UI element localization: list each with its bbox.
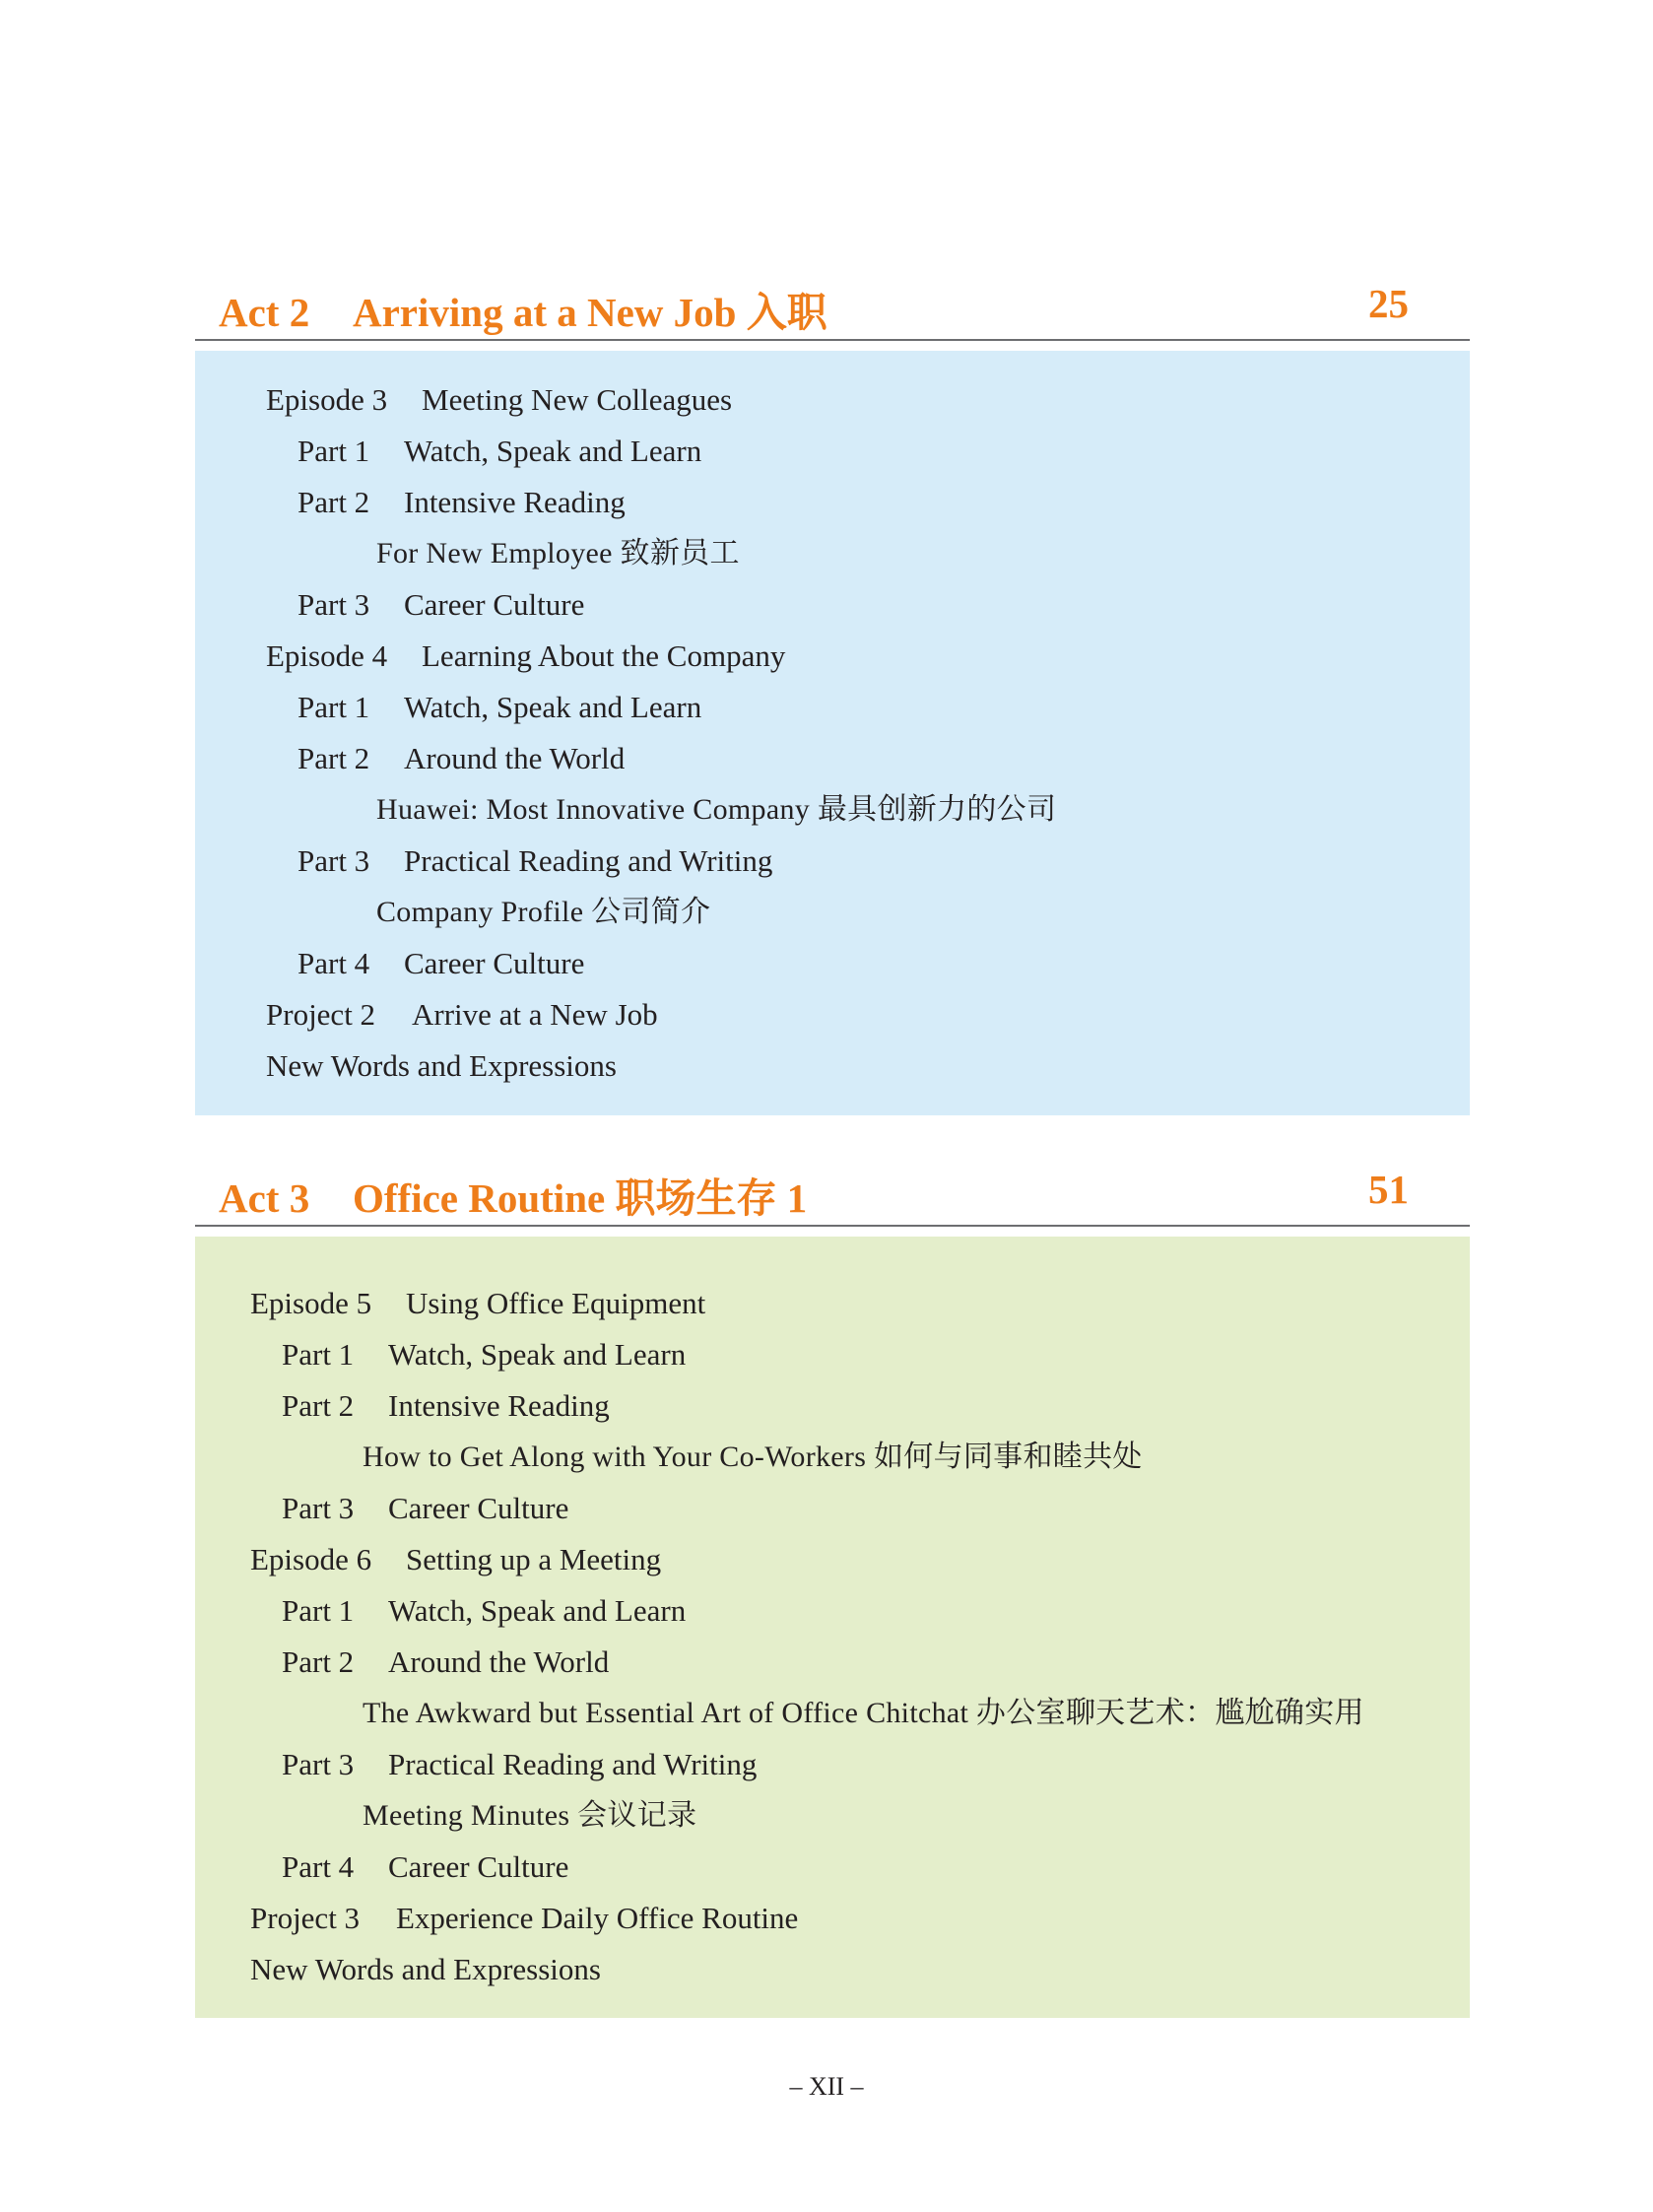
- toc-entry-part[interactable]: [298, 585, 584, 625]
- toc-entry-reading-title[interactable]: The Awkward but Essential Art of Office Chitchat 办公室聊天艺术：尴尬确实用: [363, 1697, 1364, 1729]
- entry-label: Episode 6: [250, 1542, 372, 1576]
- entry-title: Practical Reading and Writing: [404, 843, 773, 878]
- toc-entry-reading-title[interactable]: Huawei: Most Innovative Company 最具创新力的公司: [376, 793, 1057, 826]
- entry-label: Part 4: [282, 1849, 355, 1884]
- entry-title: Practical Reading and Writing: [388, 1747, 758, 1781]
- act-2-number: Act 2: [219, 290, 310, 335]
- act-2-title[interactable]: [219, 280, 827, 338]
- entry-label: Part 3: [298, 843, 370, 878]
- entry-title: Learning About the Company: [422, 638, 786, 673]
- entry-title: Career Culture: [404, 587, 585, 622]
- entry-label: Part 1: [282, 1337, 355, 1372]
- toc-entry-episode-4[interactable]: [266, 637, 785, 676]
- toc-entry-part[interactable]: [282, 1386, 610, 1426]
- entry-title: Around the World: [404, 741, 626, 775]
- toc-entry-episode-3[interactable]: [266, 380, 732, 420]
- toc-entry-part[interactable]: [282, 1335, 686, 1374]
- toc-entry-part[interactable]: [298, 944, 584, 983]
- entry-label: Part 1: [298, 690, 370, 724]
- entry-title: Using Office Equipment: [406, 1286, 706, 1320]
- toc-entry-reading-title[interactable]: Meeting Minutes 会议记录: [363, 1799, 697, 1832]
- entry-label: Project 2: [266, 997, 376, 1032]
- act-2-header: [195, 276, 1470, 341]
- entry-title: Around the World: [388, 1644, 610, 1679]
- act-2-title-text: Arriving at a New Job 入职: [353, 290, 827, 335]
- page-number-footer: – XII –: [789, 2072, 864, 2101]
- entry-title: Watch, Speak and Learn: [404, 434, 702, 468]
- entry-title: Experience Daily Office Routine: [396, 1901, 799, 1935]
- toc-entry-part[interactable]: [282, 1642, 609, 1682]
- entry-title: Meeting New Colleagues: [422, 382, 733, 417]
- act-2-contents-panel: [195, 351, 1470, 1115]
- toc-entry-new-words[interactable]: New Words and Expressions: [250, 1952, 601, 1986]
- toc-entry-part[interactable]: [282, 1591, 686, 1631]
- act-3-page-number[interactable]: 51: [1368, 1167, 1409, 1212]
- act-2-page-number[interactable]: 25: [1368, 281, 1409, 326]
- toc-entry-project-3[interactable]: [250, 1899, 798, 1938]
- entry-label: Episode 3: [266, 382, 388, 417]
- entry-title: Watch, Speak and Learn: [388, 1337, 687, 1372]
- entry-title: Arrive at a New Job: [412, 997, 658, 1032]
- toc-entry-part[interactable]: [298, 483, 626, 522]
- entry-label: Episode 4: [266, 638, 388, 673]
- toc-entry-project-2[interactable]: [266, 995, 658, 1035]
- entry-label: Part 2: [298, 485, 370, 519]
- toc-entry-part[interactable]: [282, 1847, 568, 1887]
- act-3-title[interactable]: [219, 1166, 807, 1224]
- entry-label: Part 1: [282, 1593, 355, 1628]
- entry-label: Part 2: [282, 1388, 355, 1423]
- entry-title: Watch, Speak and Learn: [388, 1593, 687, 1628]
- toc-entry-part[interactable]: [298, 739, 625, 778]
- toc-entry-part[interactable]: [298, 688, 701, 727]
- entry-title: Career Culture: [404, 946, 585, 980]
- entry-title: Intensive Reading: [388, 1388, 610, 1423]
- entry-label: Episode 5: [250, 1286, 372, 1320]
- entry-label: Part 4: [298, 946, 370, 980]
- toc-entry-new-words[interactable]: New Words and Expressions: [266, 1048, 617, 1083]
- act-3-contents-panel: [195, 1237, 1470, 2018]
- toc-entry-episode-5[interactable]: [250, 1284, 705, 1323]
- entry-title: Watch, Speak and Learn: [404, 690, 702, 724]
- entry-label: Part 2: [298, 741, 370, 775]
- entry-label: Part 2: [282, 1644, 355, 1679]
- act-3-header: [195, 1162, 1470, 1227]
- entry-title: Setting up a Meeting: [406, 1542, 662, 1576]
- entry-title: Career Culture: [388, 1849, 569, 1884]
- toc-entry-reading-title[interactable]: For New Employee 致新员工: [376, 537, 740, 570]
- toc-entry-part[interactable]: [298, 432, 701, 471]
- entry-title: Career Culture: [388, 1491, 569, 1525]
- entry-label: Part 3: [282, 1491, 355, 1525]
- toc-entry-reading-title[interactable]: Company Profile 公司简介: [376, 896, 711, 928]
- toc-entry-part[interactable]: [298, 841, 772, 881]
- toc-entry-part[interactable]: [282, 1745, 757, 1784]
- toc-entry-part[interactable]: [282, 1489, 568, 1528]
- entry-label: Part 1: [298, 434, 370, 468]
- entry-title: Intensive Reading: [404, 485, 626, 519]
- entry-label: Part 3: [282, 1747, 355, 1781]
- act-3-number: Act 3: [219, 1175, 310, 1221]
- entry-label: Part 3: [298, 587, 370, 622]
- toc-entry-reading-title[interactable]: How to Get Along with Your Co-Workers 如何与同事和睦共处: [363, 1441, 1143, 1473]
- toc-entry-episode-6[interactable]: [250, 1540, 661, 1579]
- entry-label: Project 3: [250, 1901, 361, 1935]
- act-3-title-text: Office Routine 职场生存 1: [353, 1175, 808, 1221]
